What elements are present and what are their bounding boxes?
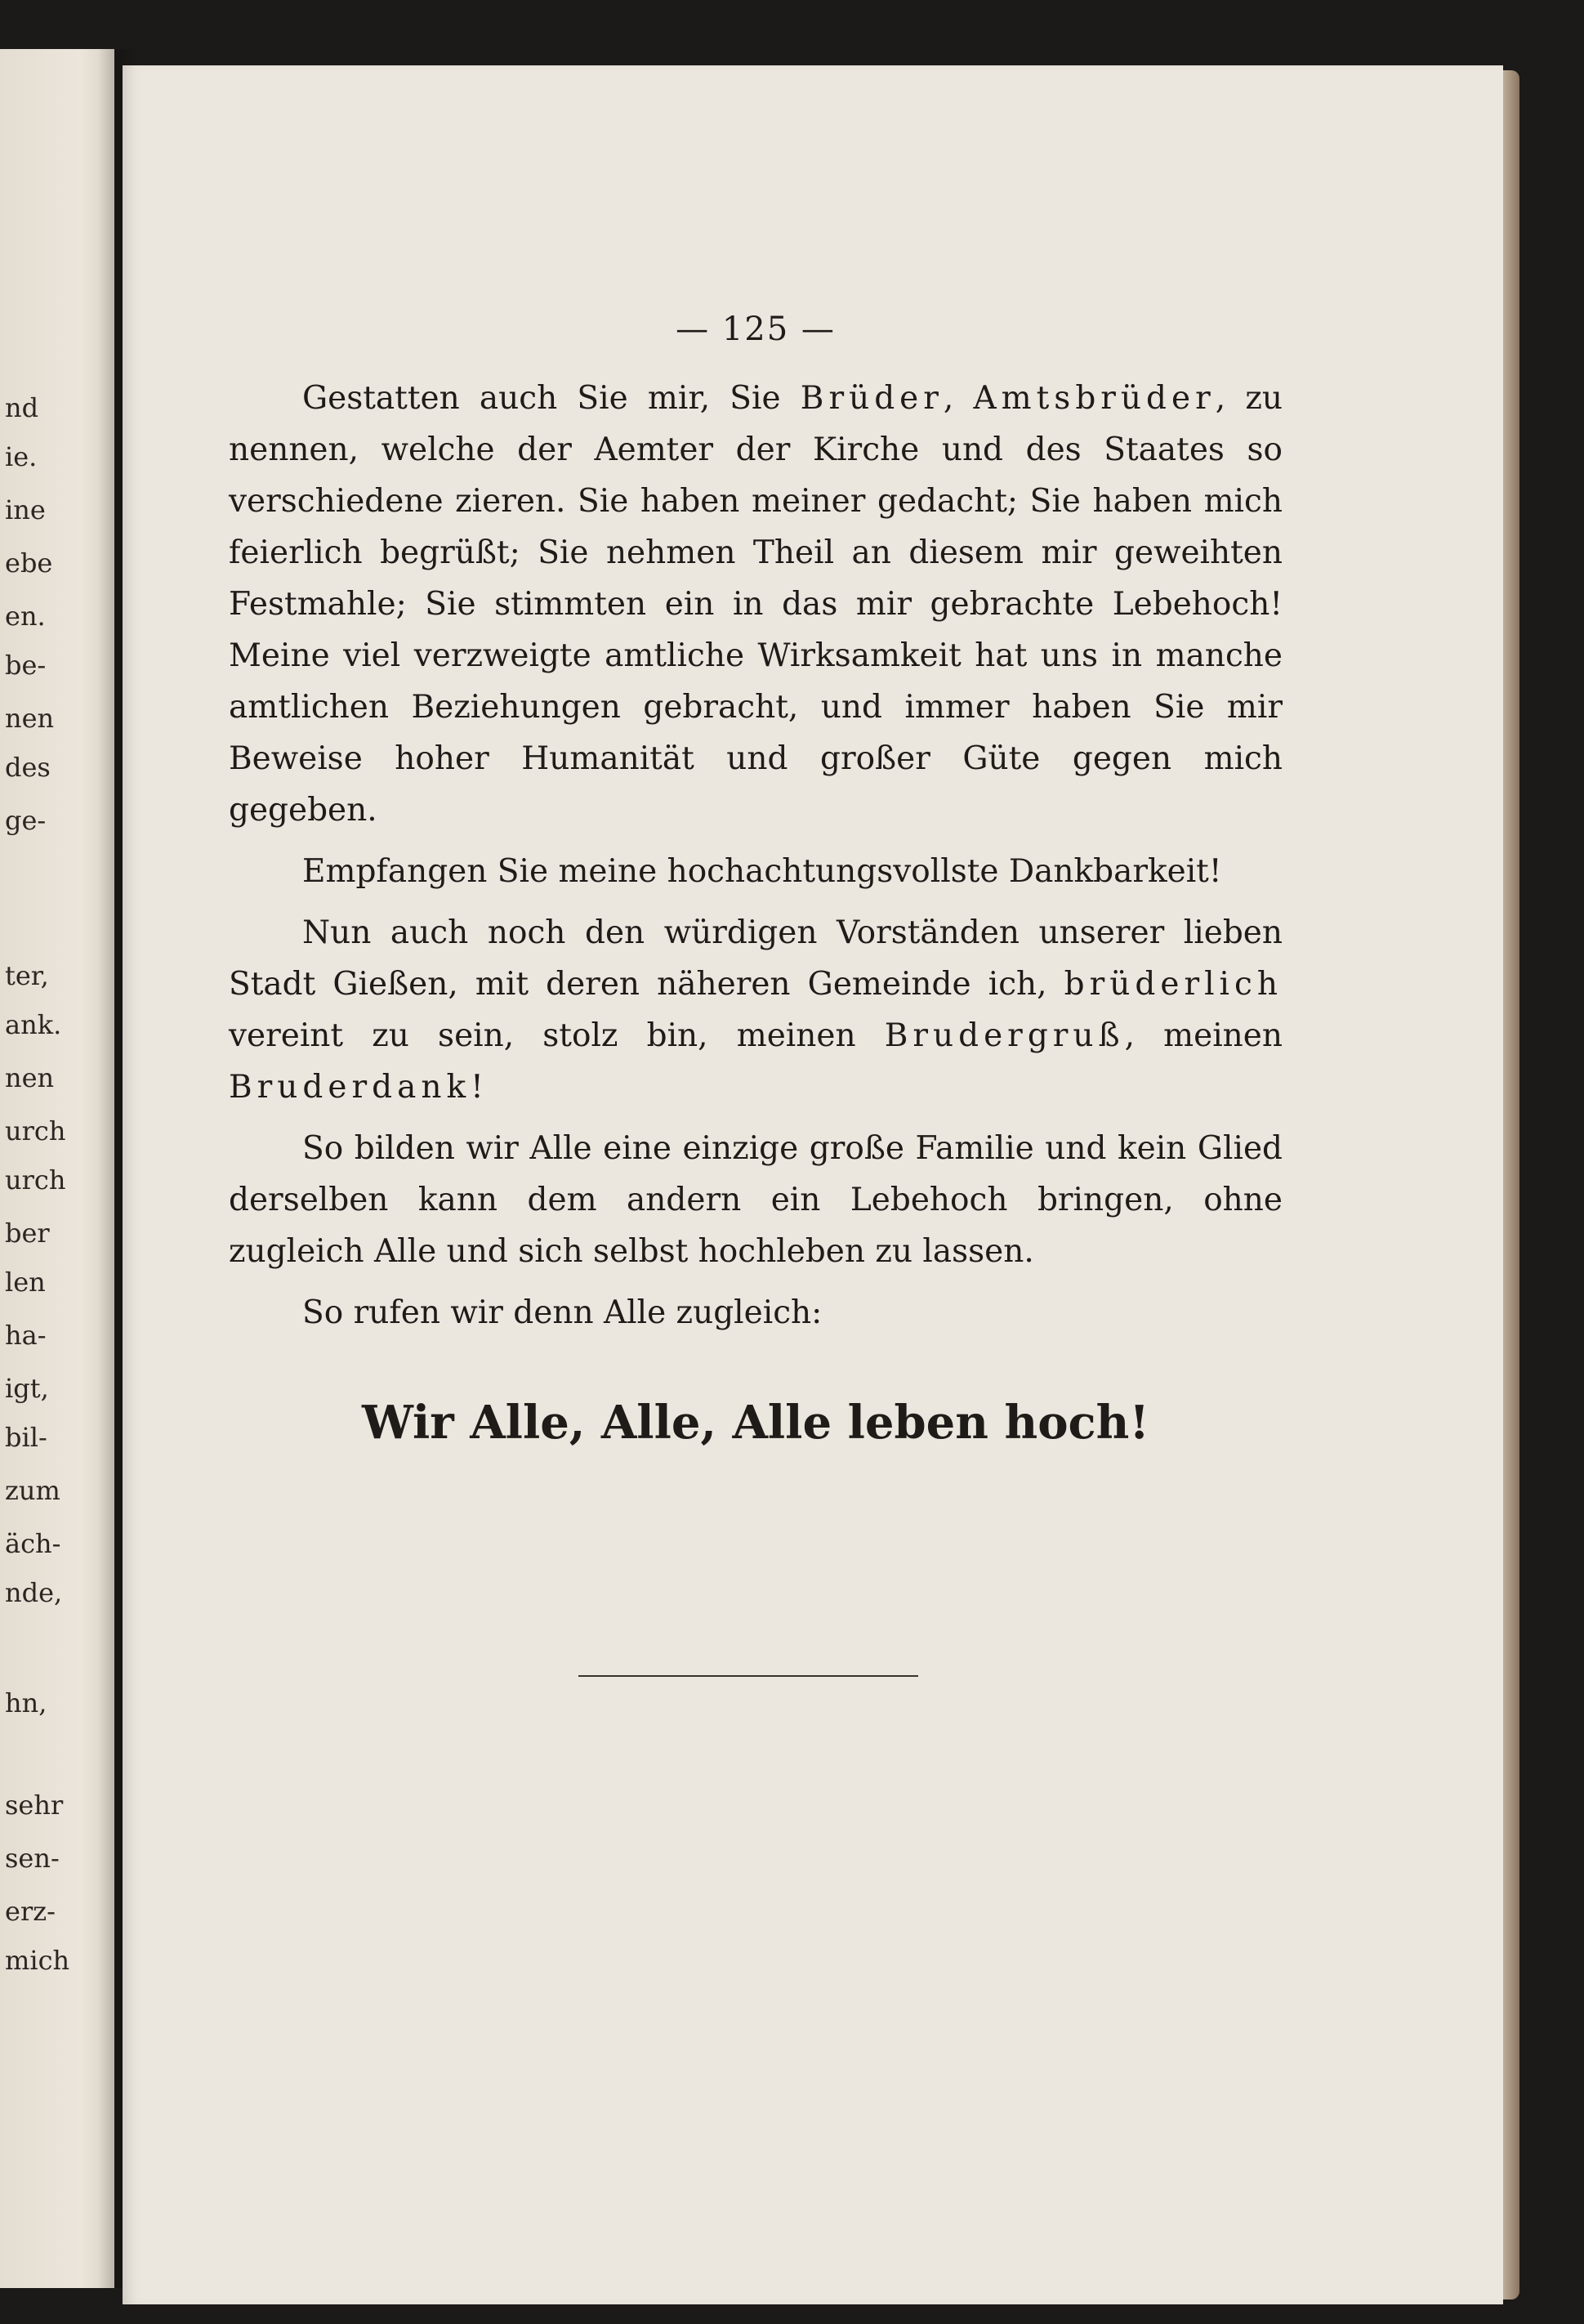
left-page-fragment: ie. <box>5 441 38 472</box>
left-page-fragment: ank. <box>5 1009 62 1040</box>
emphasis-brudergruss: Brudergruß <box>884 1017 1125 1054</box>
left-page-fragment: äch- <box>5 1528 61 1559</box>
left-page-fragment: ber <box>5 1218 50 1249</box>
paragraph-1 <box>229 373 1283 836</box>
paragraph-1-text: , <box>943 380 974 417</box>
left-page-fragment: len <box>5 1267 46 1298</box>
left-page-fragment: nen <box>5 703 55 734</box>
left-page-fragment: ine <box>5 494 46 525</box>
left-page-fragment: nen <box>5 1062 55 1093</box>
left-page-fragment: mich <box>5 1945 70 1976</box>
left-page-fragment: bil- <box>5 1422 47 1453</box>
left-page-fragment: be- <box>5 650 47 681</box>
emphasis-brueder: Brüder <box>800 380 944 417</box>
left-page-fragment: igt, <box>5 1373 49 1404</box>
left-page-fragment: ge- <box>5 805 47 836</box>
left-page-fragment: sen- <box>5 1843 60 1874</box>
emphasis-amtsbrueder: Amtsbrüder <box>973 380 1216 417</box>
left-page-fragment: hn, <box>5 1687 47 1718</box>
page-number: — 125 — <box>676 311 836 348</box>
right-page <box>123 65 1503 2304</box>
paragraph-3-text: Nun auch noch den würdigen Vorständen unserer lieben Stadt Gießen, mit deren näheren Gemeinde ich, <box>229 914 1283 1003</box>
left-page-fragment: ha- <box>5 1320 47 1351</box>
emphasis-bruderdank: Bruderdank <box>229 1069 471 1106</box>
left-page-fragment: erz- <box>5 1896 56 1927</box>
closing-toast: Wir Alle, Alle, Alle leben hoch! <box>362 1396 1149 1450</box>
left-page-fragment: en. <box>5 601 46 632</box>
left-page-fragment: sehr <box>5 1790 64 1821</box>
left-page-fragment: ter, <box>5 960 49 991</box>
paragraph-3-text: ! <box>471 1069 484 1106</box>
paragraph-3-text: vereint zu sein, stolz bin, meinen <box>229 1017 885 1054</box>
left-page-fragment: nde, <box>5 1577 63 1608</box>
left-page <box>0 49 114 2288</box>
paragraph-2: Empfangen Sie meine hochachtungsvollste Dankbarkeit! <box>302 853 1222 890</box>
paragraph-1-text: Gestatten auch Sie mir, Sie <box>302 380 801 417</box>
paragraph-1-text: , zu nennen, welche der Aemter der Kirche und des Staates so verschiedene zieren. Sie haben meiner gedacht; Sie haben mich feierlich begrüßt; Sie nehmen Theil an diesem mir geweihten Festmahle; Sie stimmten ein in das mir gebrachte Lebehoch! Meine viel verzweigte amtliche Wirksamkeit hat uns in manche amtlichen Beziehungen gebracht, und immer haben Sie mir Beweise hoher Humanität und großer Güte gegen mich gegeben. <box>229 380 1283 829</box>
emphasis-bruederlich: brüderlich <box>1064 966 1283 1003</box>
left-page-fragment: zum <box>5 1475 60 1506</box>
left-page-fragment: urch <box>5 1115 66 1146</box>
end-rule <box>578 1675 918 1677</box>
left-page-fragment: ebe <box>5 547 53 579</box>
page-content <box>229 311 1283 1450</box>
paragraph-3-text: , meinen <box>1124 1017 1283 1054</box>
paragraph-5: So rufen wir denn Alle zugleich: <box>302 1294 823 1331</box>
left-page-fragment: urch <box>5 1164 66 1196</box>
left-page-fragment: nd <box>5 392 39 423</box>
paragraph-3 <box>229 907 1283 1113</box>
left-page-fragment: des <box>5 752 51 783</box>
paragraph-4: So bilden wir Alle eine einzige große Familie und kein Glied derselben kann dem andern ein Lebehoch bringen, ohne zugleich Alle und sich selbst hochleben zu lassen. <box>229 1130 1283 1270</box>
